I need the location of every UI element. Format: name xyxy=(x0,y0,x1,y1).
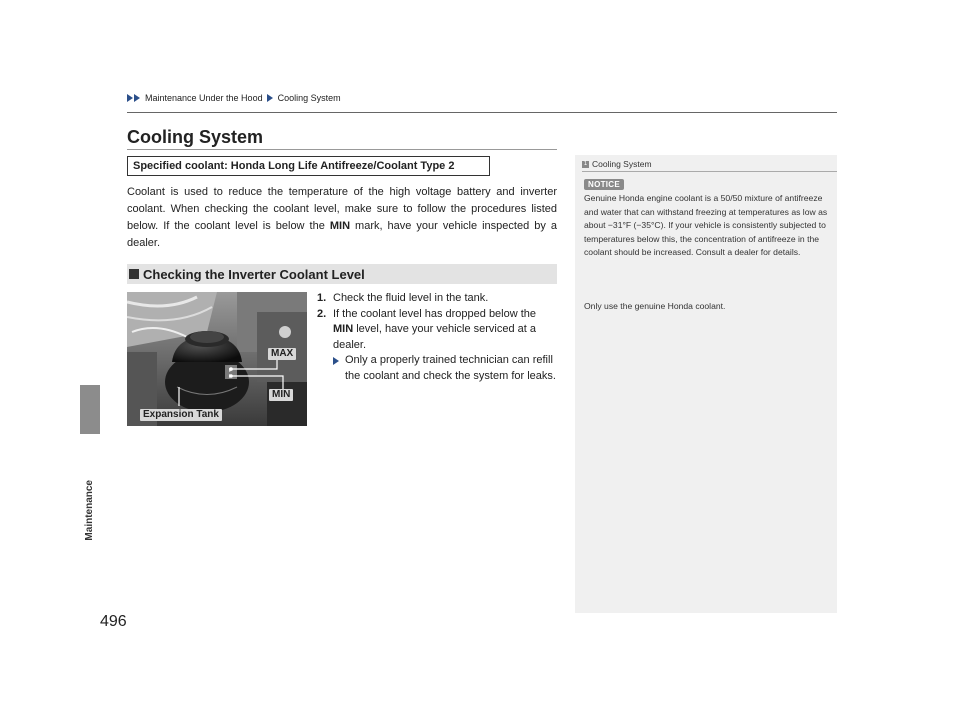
spec-box xyxy=(127,156,490,176)
intro-text-before: Coolant is used to reduce the temperature of the high voltage battery and inverter coolant. When checking the coolant level, make sure to follow the procedures listed below. If the coolant level is below the xyxy=(127,186,557,232)
arrow-right-icon xyxy=(127,94,133,102)
reference-icon: 1 xyxy=(583,160,588,167)
chapter-label: Maintenance xyxy=(84,480,95,541)
section-heading-text: Checking the Inverter Coolant Level xyxy=(143,266,365,282)
intro-text-after: mark, have your vehicle inspected by a dealer. xyxy=(127,220,557,249)
page-number: 496 xyxy=(100,613,127,630)
sidebar-divider xyxy=(582,171,837,172)
breadcrumb-item-cooling[interactable]: Cooling System xyxy=(277,93,341,103)
label-max: MAX xyxy=(268,348,296,360)
technician-note-text: Only a properly trained technician can refill the coolant and check the system for leaks. xyxy=(345,354,556,382)
step-1 xyxy=(317,291,557,307)
intro-text-bold: MIN xyxy=(329,220,351,232)
expansion-tank-photo xyxy=(127,292,307,426)
step-number: 2. xyxy=(317,307,327,320)
technician-note xyxy=(333,353,557,384)
procedure-steps xyxy=(317,291,557,384)
arrow-right-icon xyxy=(267,94,273,102)
title-divider xyxy=(127,149,557,150)
label-min: MIN xyxy=(269,389,293,401)
coolant-note: Only use the genuine Honda coolant. xyxy=(584,301,726,311)
sidebar-title xyxy=(582,159,652,169)
notice-badge: NOTICE xyxy=(584,179,624,190)
notice-text: Genuine Honda engine coolant is a 50/50 mixture of antifreeze and water that can withstand freezing at temperatures as low as about −31°F (−35°C). If your vehicle is consistently subjected to temperatures below this, the concentration of antifreeze in the coolant should be increased. Consult a dealer for details. xyxy=(584,193,828,257)
arrow-right-icon xyxy=(134,94,140,102)
header-divider xyxy=(127,112,837,113)
section-heading xyxy=(127,264,557,284)
sidebar-title-text: Cooling System xyxy=(592,159,652,169)
step-number: 1. xyxy=(317,292,327,304)
spec-text: Specified coolant: Honda Long Life Antifreeze/Coolant Type 2 xyxy=(133,160,455,172)
page-title: Cooling System xyxy=(127,127,264,147)
breadcrumb xyxy=(127,93,341,103)
step-text: If the coolant level has dropped below the MIN level, have your vehicle serviced at a dealer. xyxy=(333,307,537,351)
breadcrumb-item-maintenance[interactable]: Maintenance Under the Hood xyxy=(145,93,263,103)
intro-paragraph xyxy=(127,184,557,252)
label-expansion-tank: Expansion Tank xyxy=(140,409,222,421)
step-text: Check the fluid level in the tank. xyxy=(333,292,489,304)
arrow-right-icon xyxy=(333,357,339,365)
step-2 xyxy=(317,307,557,354)
chapter-tab[interactable] xyxy=(80,385,100,434)
square-bullet-icon xyxy=(129,269,139,279)
